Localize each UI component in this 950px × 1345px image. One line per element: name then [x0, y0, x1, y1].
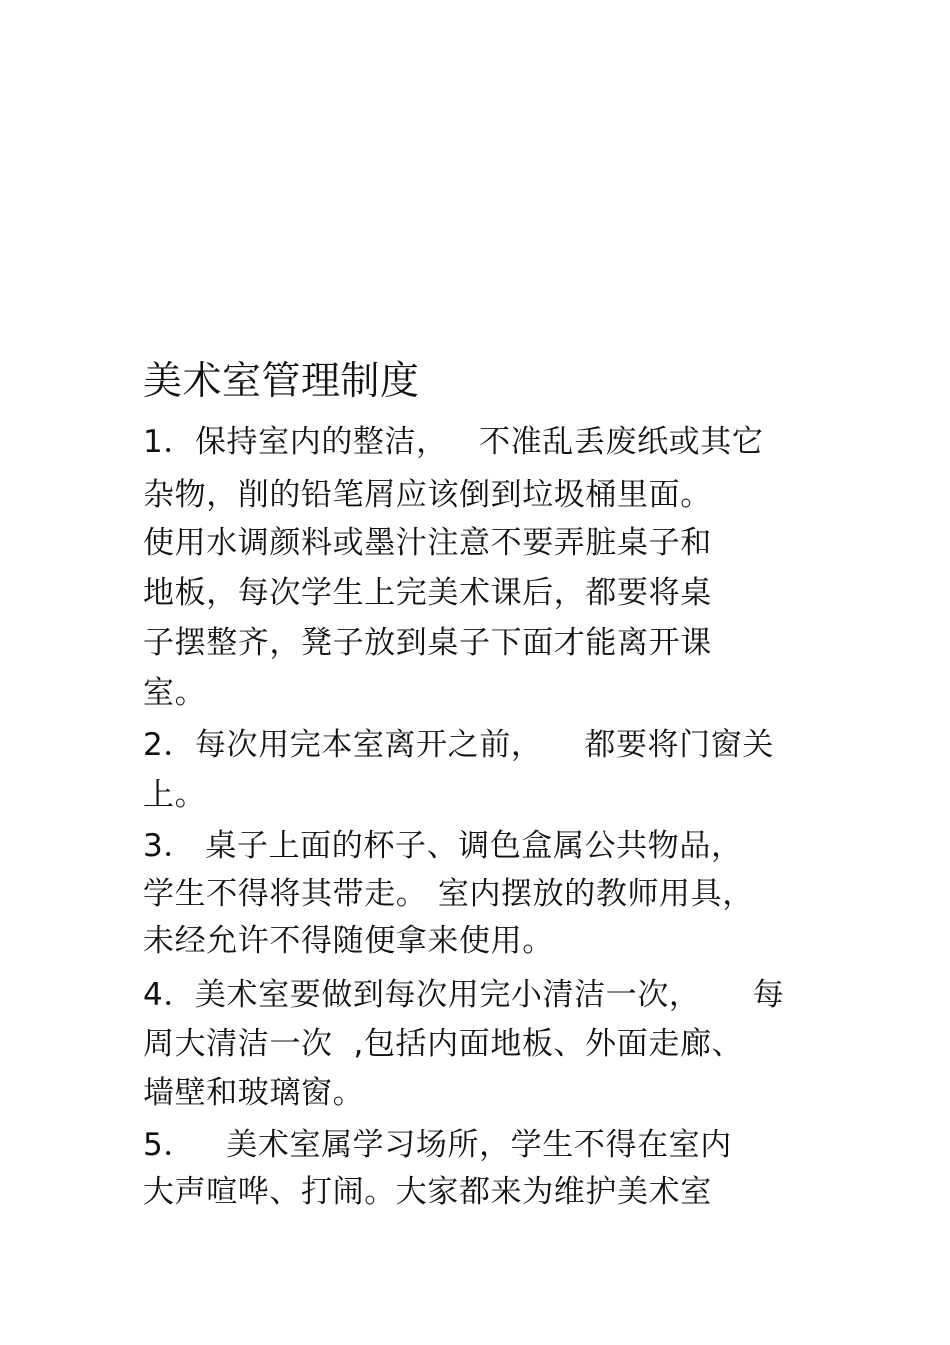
text-line: 5． 美术室属学习场所，学生不得在室内: [143, 1127, 732, 1163]
text-line: 子摆整齐，凳子放到桌子下面才能离开课: [143, 625, 712, 661]
text-line: 地板，每次学生上完美术课后，都要将桌: [143, 575, 712, 611]
text-line: 1．保持室内的整洁， 不准乱丢废纸或其它: [143, 424, 764, 460]
text-line: 2．每次用完本室离开之前， 都要将门窗关: [143, 727, 774, 763]
text-line: 室。: [143, 675, 207, 711]
text-line: 使用水调颜料或墨汁注意不要弄脏桌子和: [143, 525, 712, 561]
text-line: 学生不得将其带走。 室内摆放的教师用具，: [143, 876, 754, 912]
text-line: 3． 桌子上面的杯子、调色盒属公共物品，: [143, 828, 743, 864]
text-line: 大声喧哗、打闹。大家都来为维护美术室: [143, 1174, 712, 1210]
text-line: 墙壁和玻璃窗。: [143, 1075, 365, 1111]
text-line: 4．美术室要做到每次用完小清洁一次， 每: [143, 977, 785, 1013]
text-line: 未经允许不得随便拿来使用。: [143, 923, 554, 959]
text-line: 周大清洁一次 ,包括内面地板、外面走廊、: [143, 1026, 744, 1062]
text-line: 杂物，削的铅笔屑应该倒到垃圾桶里面。: [143, 477, 712, 513]
page-title: 美术室管理制度: [143, 359, 420, 404]
text-line: 上。: [143, 777, 207, 813]
